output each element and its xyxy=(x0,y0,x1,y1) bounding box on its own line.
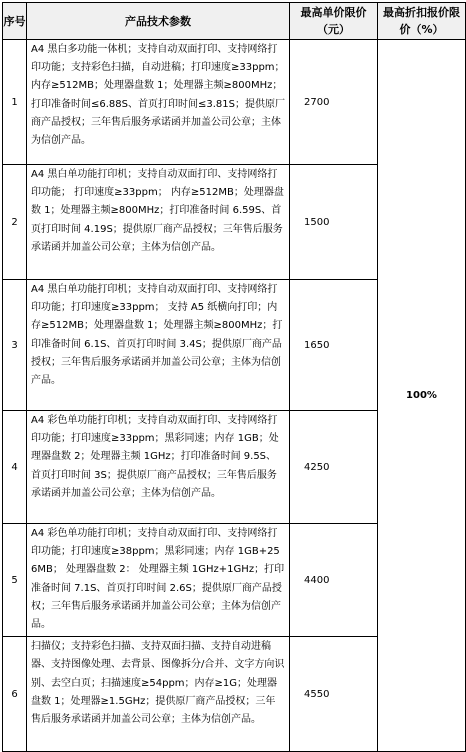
row-product-spec: A4 彩色单功能打印机；支持自动双面打印、支持网络打印功能；打印速度≥33ppm；黑彩同速；内存 1GB；处理器盘数 2；处理器主频 1GHz；打印准备时间 9.5S、首页打印时间 3S；提供原厂商产品授权；三年售后服务承诺函并加盖公司公章；主体为信创产品。 xyxy=(27,411,290,524)
row-serial-no: 3 xyxy=(3,280,27,411)
row-product-spec: A4 黑白单功能打印机；支持自动双面打印、支持网络打印功能； 打印速度≥33ppm； 内存≥512MB；处理器盘数 1；处理器主频≥800MHz；打印准备时间 6.59S、首页打印时间 4.19S；提供原厂商产品授权；三年售后服务承诺函并加盖公司公章；主体为信创产品。 xyxy=(27,165,290,280)
row-max-unit-price: 4400 xyxy=(290,524,378,637)
row-max-unit-price: 2700 xyxy=(290,40,378,165)
row-product-spec: 扫描仪；支持彩色扫描、支持双面扫描、支持自动进稿器、支持图像处理、去背景、图像拆分/合并、文字方向识别、去空白页；扫描速度≥54ppm；内存≥1G；处理器盘数 1；处理器≥1.5GHz；提供原厂商产品授权；三年售后服务承诺函并加盖公司公章；主体为信创产品。 xyxy=(27,637,290,752)
max-discount-value: 100% xyxy=(378,40,466,752)
row-serial-no: 5 xyxy=(3,524,27,637)
row-serial-no: 2 xyxy=(3,165,27,280)
row-serial-no: 1 xyxy=(3,40,27,165)
row-max-unit-price: 4250 xyxy=(290,411,378,524)
header-max-discount: 最高折扣报价限价（%） xyxy=(378,3,466,40)
header-max-unit-price: 最高单价限价（元） xyxy=(290,3,378,40)
product-price-table xyxy=(2,2,466,752)
row-serial-no: 4 xyxy=(3,411,27,524)
row-product-spec: A4 彩色单功能打印机；支持自动双面打印、支持网络打印功能；打印速度≥38ppm；黑彩同速；内存 1GB+256MB； 处理器盘数 2： 处理器主频 1GHz+1GHz；打印准备时间 7.1S、首页打印时间 2.6S；提供原厂商产品授权；三年售后服务承诺函并加盖公司公章；主体为信创产品。 xyxy=(27,524,290,637)
row-max-unit-price: 1650 xyxy=(290,280,378,411)
row-max-unit-price: 1500 xyxy=(290,165,378,280)
row-product-spec: A4 黑白单功能打印机；支持自动双面打印、支持网络打印功能；打印速度≥33ppm； 支持 A5 纸横向打印；内存≥512MB；处理器盘数 1；处理器主频≥800MHz；打印准备时间 6.1S、首页打印时间 3.4S；提供原厂商产品授权；三年售后服务承诺函并加盖公司公章；主体为信创产品。 xyxy=(27,280,290,411)
table-header-row xyxy=(3,3,466,40)
header-product-spec: 产品技术参数 xyxy=(27,3,290,40)
row-serial-no: 6 xyxy=(3,637,27,752)
row-max-unit-price: 4550 xyxy=(290,637,378,752)
table-row xyxy=(3,40,466,165)
row-product-spec: A4 黑白多功能一体机；支持自动双面打印、支持网络打印功能；支持彩色扫描，自动进稿；打印速度≥33ppm；内存≥512MB；处理器盘数 1；处理器主频≥800MHz；打印准备时间≤6.88S、首页打印时间≤3.81S；提供原厂商产品授权；三年售后服务承诺函并加盖公司公章；主体为信创产品。 xyxy=(27,40,290,165)
header-serial-no: 序号 xyxy=(3,3,27,40)
